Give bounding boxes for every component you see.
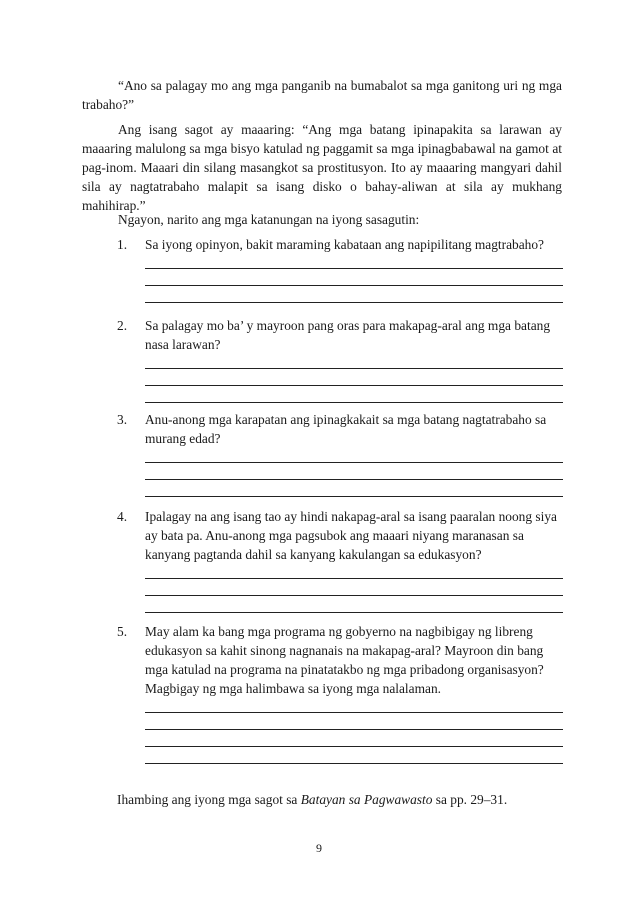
question-text: Ipalagay na ang isang tao ay hindi nakapag-aral sa isang paaralan noong siya ay bata pa. Anu-anong mga pagsubok ang maaari niyang maranasan sa kanyang pagtanda dahil sa kanyang kakulangan sa edukasyon? (145, 509, 557, 562)
question-5 (117, 622, 563, 764)
question-number: 4. (117, 509, 128, 524)
question-number: 1. (117, 237, 128, 252)
answer-line[interactable] (145, 564, 563, 579)
answer-line[interactable] (145, 730, 563, 747)
answer-line[interactable] (145, 596, 563, 613)
question-text: May alam ka bang mga programa ng gobyerno na nagbibigay ng libreng edukasyon sa kahit sinong nagnanais na makapag-aral? Mayroon din bang mga katulad na programa na pinatatakbo ng mga pribadong organisasyon? Magbigay ng mga halimbawa sa iyong mga nalalaman. (145, 624, 544, 696)
question-4 (117, 507, 563, 613)
answer-line[interactable] (145, 369, 563, 386)
question-number: 5. (117, 624, 128, 639)
intro-question: “Ano sa palagay mo ang mga panganib na bumabalot sa mga ganitong uri ng mga trabaho?” (82, 78, 562, 112)
footer-prefix: Ihambing ang iyong mga sagot sa (117, 792, 301, 807)
answer-line[interactable] (145, 480, 563, 497)
page-number: 9 (316, 841, 322, 855)
footer-instruction (117, 790, 507, 809)
answer-line[interactable] (145, 579, 563, 596)
sample-answer: Ang isang sagot ay maaaring: “Ang mga batang ipinapakita sa larawan ay maaaring malulong sa mga bisyo katulad ng paggamit sa mga ipinagbabawal na gamot at pag-inom. Maaari din silang masangkot sa prostitusyon. Ito ay maaaring mangyari dahil sila ay nagtatrabaho malapit sa isang disko o bahay-aliwan at sila ay mukhang mahihirap.” (82, 122, 562, 213)
answer-line[interactable] (145, 286, 563, 303)
question-text: Sa iyong opinyon, bakit maraming kabataan ang napipilitang magtrabaho? (145, 237, 545, 252)
instruction: Ngayon, narito ang mga katanungan na iyong sasagutin: (118, 212, 420, 227)
answer-line[interactable] (145, 713, 563, 730)
answer-line[interactable] (145, 698, 563, 713)
answer-line[interactable] (145, 747, 563, 764)
question-text: Anu-anong mga karapatan ang ipinagkakait sa mga batang nagtatrabaho sa murang edad? (145, 412, 547, 446)
question-2 (117, 316, 563, 403)
answer-line[interactable] (145, 254, 563, 269)
question-text: Sa palagay mo ba’ y mayroon pang oras para makapag-aral ang mga batang nasa larawan? (145, 318, 551, 352)
answer-key-title: Batayan sa Pagwawasto (300, 792, 433, 807)
question-1 (117, 235, 563, 303)
answer-line[interactable] (145, 354, 563, 369)
answer-line[interactable] (145, 269, 563, 286)
question-3 (117, 410, 563, 497)
answer-line[interactable] (145, 448, 563, 463)
question-number: 2. (117, 318, 128, 333)
footer-suffix: sa pp. 29–31. (432, 792, 508, 807)
question-number: 3. (117, 412, 128, 427)
answer-line[interactable] (145, 386, 563, 403)
answer-line[interactable] (145, 463, 563, 480)
